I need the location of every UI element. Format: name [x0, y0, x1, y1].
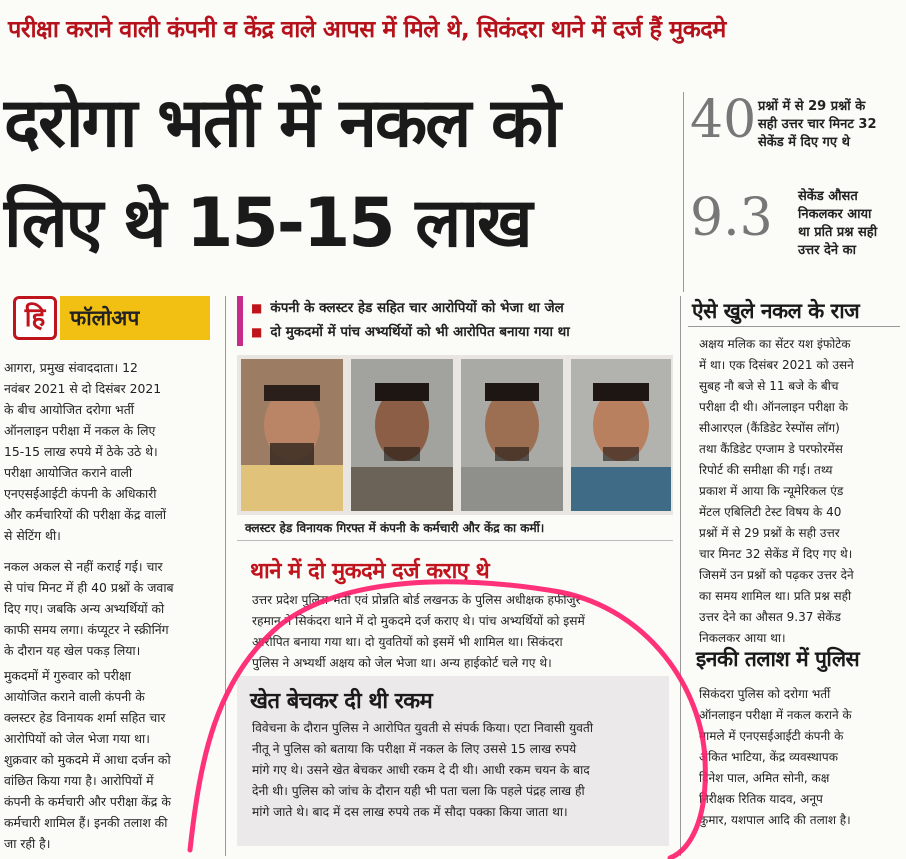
- headline-line-2: लिए थे 15-15 लाख: [4, 184, 531, 263]
- left-line: एनएसईआईटी कंपनी के अधिकारी: [4, 486, 157, 501]
- left-line: शुक्रवार को मुकदमे में आधा दर्जन को: [4, 752, 171, 767]
- hindustan-logo: हि: [13, 296, 57, 340]
- photo-caption: क्लस्टर हेड विनायक गिरफ्त में कंपनी के कर्मचारी और केंद्र का कर्मी।: [245, 521, 545, 535]
- section-heading-2: खेत बेचकर दी थी रकम: [250, 689, 433, 714]
- stat-text-2: सेकेंड औसत निकलकर आया था प्रति प्रश्न सही उत्तर देने का: [798, 189, 878, 258]
- left-line: ऑनलाइन परीक्षा में नकल के लिए: [4, 423, 156, 438]
- bullet-2: ■ दो मुकदमों में पांच अभ्यर्थियों को भी आरोपित बनाया गया था: [251, 322, 570, 340]
- stat-number-2: 9.3: [690, 188, 773, 248]
- right-section-2-body: सिकंदरा पुलिस को दरोगा भर्ती ऑनलाइन परीक्षा में नकल कराने के मामले में एनएसईआईटी कंपनी के अंकित भाटिया, केंद्र व्यवस्थापक दिनेश पाल, अमित सोनी, कक्ष निरीक्षक रितिक यादव, अनूप कुमार, यशपाल आदि की तलाश है।: [699, 687, 852, 827]
- bullet-1: ■ कंपनी के क्लस्टर हेड सहित चार आरोपियों को भेजा था जेल: [251, 298, 564, 316]
- stat-number-1: 40: [690, 90, 757, 150]
- section-heading-1: थाने में दो मुकदमे दर्ज कराए थे: [250, 559, 490, 584]
- headline-line-1: दरोगा भर्ती में नकल को: [4, 84, 559, 163]
- left-line: कर्मचारी शामिल हैं। इनकी तलाश की: [4, 815, 168, 830]
- left-line: नकल अकल से नहीं कराई गई। चार: [4, 559, 163, 574]
- left-line: से सेटिंग थी।: [4, 528, 61, 543]
- left-line: आगरा, प्रमुख संवाददाता। 12: [4, 360, 138, 375]
- left-line: कंपनी के कर्मचारी और परीक्षा केंद्र के: [4, 794, 171, 809]
- left-line: दिए गए। जबकि अन्य अभ्यर्थियों को: [4, 601, 165, 616]
- followup-label: फॉलोअप: [60, 296, 210, 340]
- left-line: क्लस्टर हेड विनायक शर्मा सहित चार: [4, 710, 166, 725]
- left-line: आरोपियों को जेल भेजा गया था।: [4, 731, 150, 746]
- left-line: के बीच आयोजित दरोगा भर्ती: [4, 402, 134, 417]
- left-line: जा रही है।: [4, 836, 51, 851]
- left-line: परीक्षा आयोजित कराने वाली: [4, 465, 133, 480]
- left-line: 15-15 लाख रुपये में ठेके उठे थे।: [4, 444, 158, 459]
- left-line: नवंबर 2021 से दो दिसंबर 2021: [4, 381, 162, 396]
- kicker-headline: परीक्षा कराने वाली कंपनी व केंद्र वाले आपस में मिले थे, सिकंदरा थाने में दर्ज हैं मुकदमे: [8, 15, 726, 43]
- left-line: काफी समय लगा। कंप्यूटर ने स्क्रीनिंग: [4, 622, 169, 637]
- right-heading-1: ऐसे खुले नकल के राज: [692, 299, 860, 323]
- stat-text-1: प्रश्नों में से 29 प्रश्नों के सही उत्तर चार मिनट 32 सेकेंड में दिए गए थे: [758, 99, 877, 150]
- right-heading-2: इनकी तलाश में पुलिस: [696, 647, 860, 671]
- left-line: आयोजित कराने वाली कंपनी के: [4, 689, 145, 704]
- left-line: से पांच मिनट में ही 40 प्रश्नों के जवाब: [4, 580, 174, 595]
- right-section-1-body: अक्षय मलिक का सेंटर यश इंफोटेक में था। एक दिसंबर 2021 को उसने सुबह नौ बजे से 11 बजे के बीच परीक्षा दी थी। ऑनलाइन परीक्षा के सीआरएल (कैंडिडेट रेस्पोंस लॉग) तथा कैंडिडेट एग्जाम डे परफोरमेंस रिपोर्ट की समीक्षा की गई। तथ्य प्रकाश में आया कि न्यूमेरिकल एंड मेंटल एबिलिटी टेस्ट विषय के 40 प्रश्नों में से 29 प्रश्नों के सही उत्तर चार मिनट 32 सेकेंड में दिए गए थे। जिसमें उन प्रश्नों को पढ़कर उत्तर देने का समय शामिल था। प्रति प्रश्न सही उत्तर देने का औसत 9.37 सेकेंड निकलकर आया था।: [699, 337, 854, 645]
- left-line: वांछित किया गया है। आरोपियों में: [4, 773, 154, 788]
- left-line: मुकदमों में गुरुवार को परीक्षा: [4, 668, 131, 683]
- section-1-body: उत्तर प्रदेश पुलिस भर्ती एवं प्रोन्नति बोर्ड लखनऊ के पुलिस अधीक्षक हफीजुर रहमान ने सिकंदरा थाने में दो मुकदमे दर्ज कराए थे। पांच अभ्यर्थियों को इसमें आरोपित बनाया गया था। दो युवतियों को इसमें भी शामिल था। सिकंदरा पुलिस ने अभ्यर्थी अक्षय को जेल भेजा था। अन्य हाईकोर्ट चले गए थे।: [252, 593, 585, 670]
- section-2-body: विवेचना के दौरान पुलिस ने आरोपित युवती से संपर्क किया। एटा निवासी युवती नीतू ने पुलिस को बताया कि परीक्षा में नकल के लिए उससे 15 लाख रुपये मांगे गए थे। उसने खेत बेचकर आधी रकम दे दी थी। आधी रकम चयन के बाद देनी थी। पुलिस को जांच के दौरान यही भी पता चला कि पहले पंद्रह लाख ही मांगे जाते थे। बाद में दस लाख रुपये तक में सौदा पक्का किया जाता था।: [252, 721, 594, 819]
- left-line: के दौरान यह खेल पकड़ लिया।: [4, 643, 141, 658]
- left-line: और कर्मचारियों की परीक्षा केंद्र वालों: [4, 507, 167, 522]
